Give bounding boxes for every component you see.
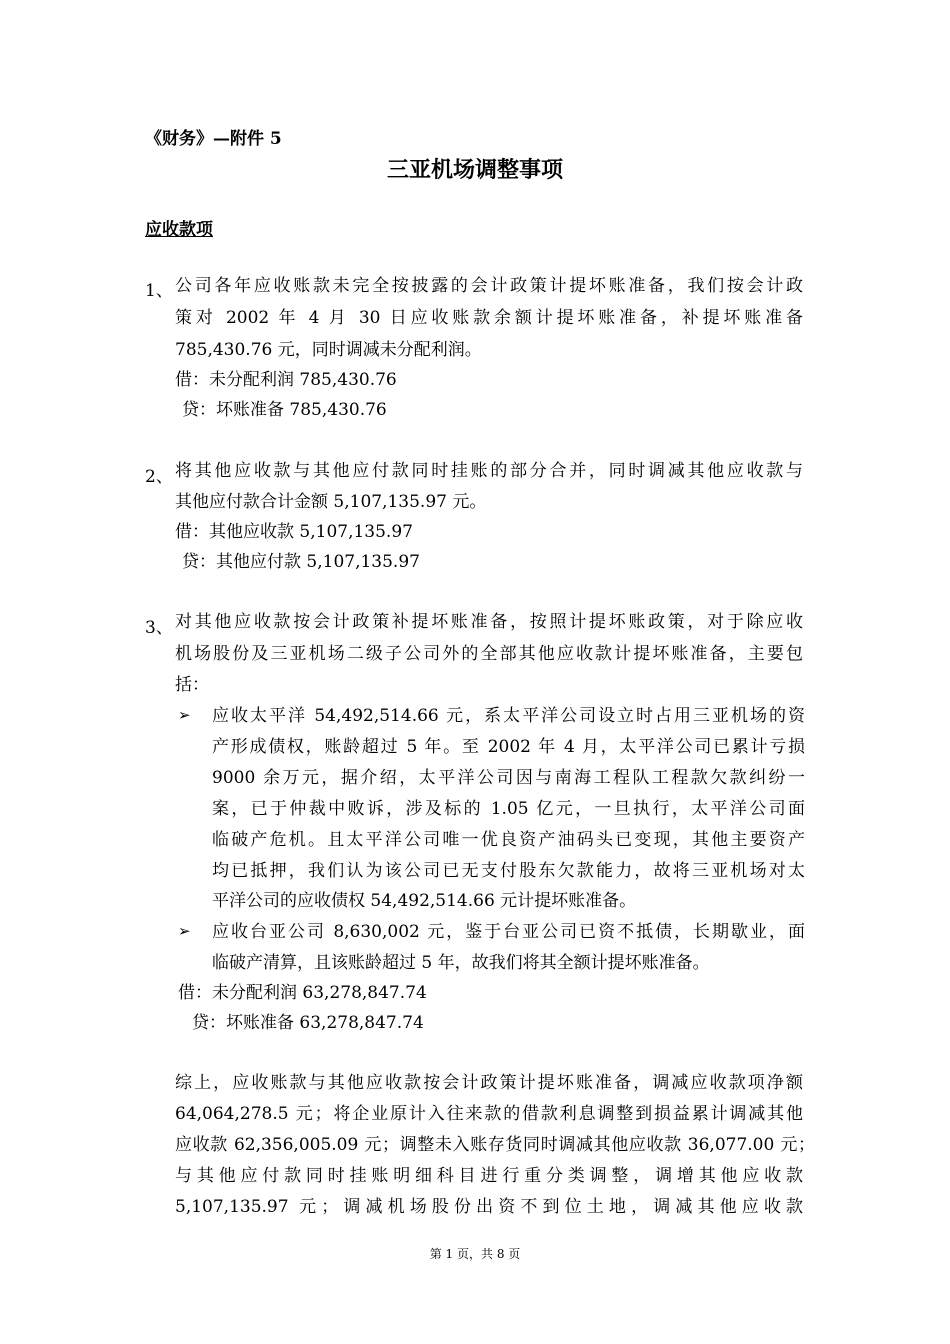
bullet-line: 均已抵押，我们认为该公司已无支付股东欠款能力，故将三亚机场对太 — [212, 861, 805, 881]
paragraph-line: 策对 2002 年 4 月 30 日应收账款余额计提坏账准备，补提坏账准备 — [175, 308, 803, 328]
credit-entry: 贷：其他应付款 5,107,135.97 — [182, 552, 420, 572]
page-number-footer: 第 1 页，共 8 页 — [429, 1247, 521, 1261]
debit-entry: 借：未分配利润 63,278,847.74 — [178, 983, 427, 1003]
summary-line: 64,064,278.5 元；将企业原计入往来款的借款利息调整到损益累计调减其他 — [175, 1104, 803, 1124]
credit-entry: 贷：坏账准备 785,430.76 — [182, 400, 387, 420]
summary-line: 5,107,135.97 元；调减机场股份出资不到位土地，调减其他应收款 — [175, 1197, 803, 1217]
summary-line: 综上，应收账款与其他应收款按会计政策计提坏账准备，调减应收款项净额 — [175, 1073, 803, 1093]
paragraph-line: 公司各年应收账款未完全按披露的会计政策计提坏账准备，我们按会计政 — [175, 276, 803, 296]
item-number: 3、 — [145, 618, 173, 638]
debit-entry: 借：未分配利润 785,430.76 — [175, 370, 397, 390]
paragraph-line: 括： — [175, 675, 209, 695]
summary-line: 与其他应付款同时挂账明细科目进行重分类调整，调增其他应收款 — [175, 1166, 803, 1186]
paragraph-line: 将其他应收款与其他应付款同时挂账的部分合并，同时调减其他应收款与 — [175, 461, 803, 481]
arrow-bullet-icon: ➢ — [178, 922, 191, 940]
page-title: 三亚机场调整事项 — [386, 157, 563, 183]
section-heading: 应收款项 — [145, 220, 213, 240]
bullet-line: 应收台亚公司 8,630,002 元，鉴于台亚公司已资不抵债，长期歇业，面 — [212, 922, 805, 942]
debit-entry: 借：其他应收款 5,107,135.97 — [175, 522, 413, 542]
bullet-line: 案，已于仲裁中败诉，涉及标的 1.05 亿元，一旦执行，太平洋公司面 — [212, 799, 805, 819]
item-number: 2、 — [145, 467, 173, 487]
bullet-line: 平洋公司的应收债权 54,492,514.66 元计提坏账准备。 — [212, 891, 637, 911]
paragraph-line: 其他应付款合计金额 5,107,135.97 元。 — [175, 492, 487, 512]
bullet-line: 临破产清算，且该账龄超过 5 年，故我们将其全额计提坏账准备。 — [212, 953, 710, 973]
summary-line: 应收款 62,356,005.09 元；调整未入账存货同时调减其他应收款 36,077.00 元； — [175, 1135, 815, 1155]
attachment-label: 《财务》—附件 5 — [145, 129, 282, 149]
bullet-line: 产形成债权，账龄超过 5 年。至 2002 年 4 月，太平洋公司已累计亏损 — [212, 737, 805, 757]
item-number: 1、 — [145, 281, 173, 301]
bullet-line: 临破产危机。且太平洋公司唯一优良资产油码头已变现，其他主要资产 — [212, 830, 805, 850]
paragraph-line: 785,430.76 元，同时调减未分配利润。 — [175, 340, 482, 360]
bullet-line: 应收太平洋 54,492,514.66 元，系太平洋公司设立时占用三亚机场的资 — [212, 706, 805, 726]
arrow-bullet-icon: ➢ — [178, 706, 191, 724]
paragraph-line: 机场股份及三亚机场二级子公司外的全部其他应收款计提坏账准备，主要包 — [175, 644, 803, 664]
paragraph-line: 对其他应收款按会计政策补提坏账准备，按照计提坏账政策，对于除应收 — [175, 612, 803, 632]
credit-entry: 贷：坏账准备 63,278,847.74 — [192, 1013, 424, 1033]
bullet-line: 9000 余万元，据介绍，太平洋公司因与南海工程队工程款欠款纠纷一 — [212, 768, 805, 788]
